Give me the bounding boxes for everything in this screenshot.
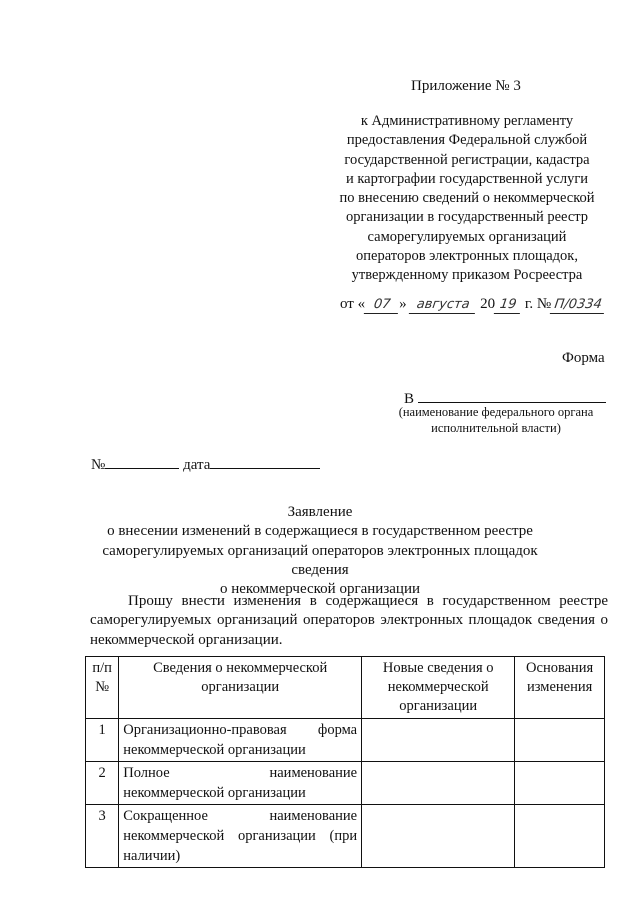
statement-subtitle-line: саморегулируемых организаций операторов электронных площадок сведения bbox=[102, 542, 538, 578]
table-row bbox=[86, 805, 605, 868]
recipient-note-line: (наименование федерального органа bbox=[398, 405, 594, 419]
header-new-info: Новые сведения о некоммерческой организации bbox=[362, 657, 515, 719]
regulation-line: утвержденному приказом Росреестра bbox=[351, 267, 583, 284]
table-row bbox=[86, 719, 605, 762]
regulation-line: саморегулируемых организаций bbox=[367, 228, 567, 245]
header-basis: Основания изменения bbox=[515, 657, 605, 719]
table-header-row bbox=[86, 657, 605, 719]
row-basis-cell bbox=[515, 805, 605, 868]
registration-date-label: дата bbox=[183, 457, 211, 473]
row-basis-cell bbox=[515, 762, 605, 805]
row-number: 2 bbox=[86, 762, 119, 805]
row-new-info-cell bbox=[362, 762, 515, 805]
regulation-line: операторов электронных площадок, bbox=[356, 248, 578, 265]
regulation-reference bbox=[322, 112, 612, 286]
row-basis-cell bbox=[515, 719, 605, 762]
order-year-prefix: 20 bbox=[480, 296, 496, 312]
order-number-handwritten: П/0334 bbox=[550, 297, 606, 314]
changes-table bbox=[85, 656, 605, 868]
header-number: п/п № bbox=[86, 657, 119, 719]
registration-number-blank bbox=[105, 454, 179, 469]
statement-heading bbox=[80, 503, 560, 599]
registration-number-label: № bbox=[91, 457, 106, 473]
row-info: Сокращенное наименование некоммерческой организации (при наличии) bbox=[119, 805, 362, 868]
row-number: 3 bbox=[86, 805, 119, 868]
recipient-note-line: исполнительной власти) bbox=[431, 421, 561, 435]
recipient-blank-field bbox=[418, 388, 606, 403]
row-info: Организационно-правовая форма некоммерческой организации bbox=[119, 719, 362, 762]
statement-title: Заявление bbox=[287, 504, 353, 520]
order-month-handwritten: августа bbox=[409, 297, 477, 314]
order-year-handwritten: 19 bbox=[494, 297, 522, 314]
order-day-handwritten: 07 bbox=[364, 297, 400, 314]
regulation-line: организации в государственный реестр bbox=[345, 209, 589, 226]
row-new-info-cell bbox=[362, 719, 515, 762]
appendix-title: Приложение № 3 bbox=[411, 78, 521, 94]
order-date-number bbox=[340, 296, 605, 314]
regulation-line: по внесению сведений о некоммерческой bbox=[339, 190, 595, 207]
regulation-line: предоставления Федеральной службой bbox=[346, 132, 588, 149]
request-text: Прошу внести изменения в содержащиеся в государственном реестре саморегулируемых организаций операторов электронных площадок сведения о некоммерческой организации. bbox=[90, 593, 608, 648]
row-info: Полное наименование некоммерческой организации bbox=[119, 762, 362, 805]
order-number-prefix: г. № bbox=[524, 296, 552, 312]
statement-subtitle-line: о внесении изменений в содержащиеся в государственном реестре bbox=[107, 523, 533, 540]
row-number: 1 bbox=[86, 719, 119, 762]
order-prefix: от « bbox=[340, 296, 366, 312]
request-paragraph bbox=[90, 592, 608, 650]
regulation-line: и картографии государственной услуги bbox=[345, 170, 589, 187]
recipient-note bbox=[398, 404, 594, 436]
order-day-close: » bbox=[399, 296, 407, 312]
regulation-line: государственной регистрации, кадастра bbox=[344, 151, 590, 168]
regulation-line: к Административному регламенту bbox=[360, 113, 574, 129]
registration-number-date bbox=[91, 454, 320, 474]
recipient-prefix: В bbox=[404, 391, 415, 407]
table-row bbox=[86, 762, 605, 805]
header-info: Сведения о некоммерческой организации bbox=[119, 657, 362, 719]
registration-date-blank bbox=[210, 454, 320, 469]
form-label: Форма bbox=[562, 350, 605, 366]
row-new-info-cell bbox=[362, 805, 515, 868]
statement-subtitle-line: о некоммерческой организации bbox=[219, 581, 420, 598]
